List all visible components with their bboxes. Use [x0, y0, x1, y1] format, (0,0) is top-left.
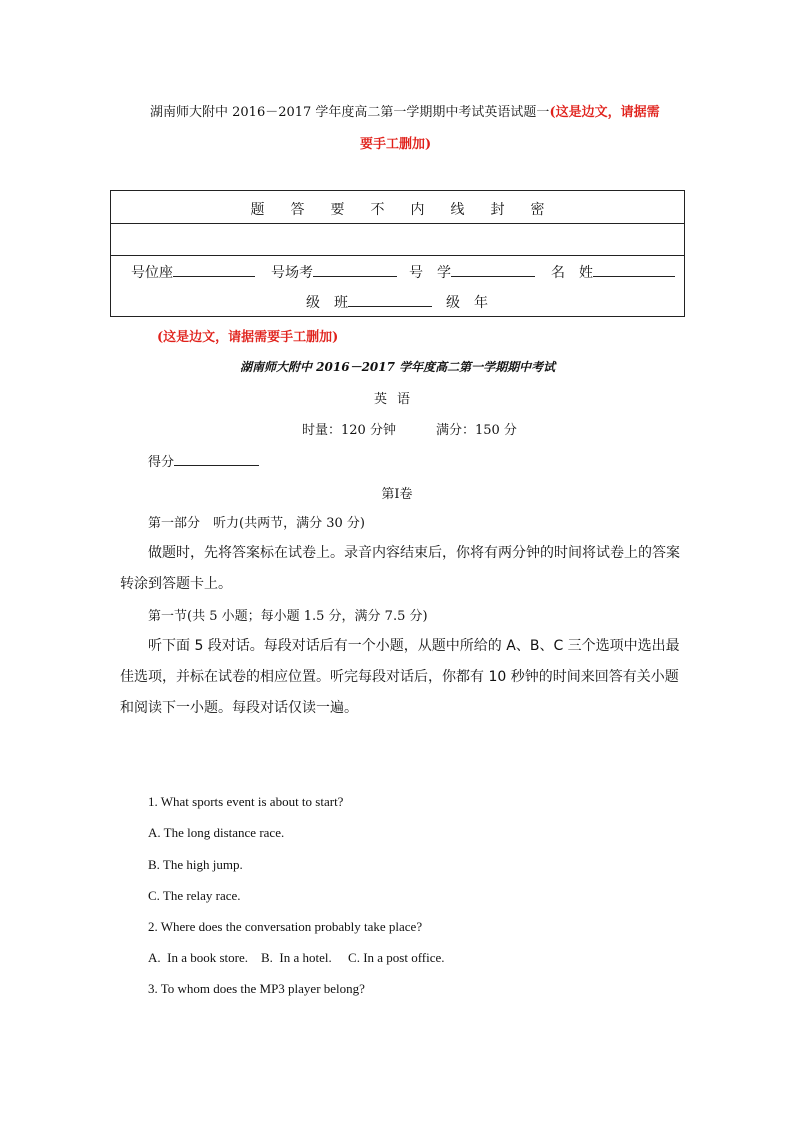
part1-heading: 第一部分 听力(共两节，满分 30 分)	[148, 516, 365, 531]
seal-char: 不	[370, 202, 385, 218]
seal-warning-row	[111, 191, 684, 224]
seal-char: 线	[450, 202, 465, 218]
name-field[interactable]: 名 姓	[551, 262, 675, 282]
volume-heading: 第Ⅰ卷	[381, 487, 413, 502]
section1-heading: 第一节(共 5 小题；每小题 1.5 分，满分 7.5 分)	[148, 609, 428, 624]
full-score-label: 满分：150 分	[435, 423, 517, 438]
time-label: 时量：120 分钟	[302, 423, 396, 438]
margin-note: (这是边文，请据需要手工删加)	[157, 330, 339, 345]
question-3: 3. To whom does the MP3 player belong?	[148, 981, 365, 996]
title-text: 湖南师大附中 2016－2017 学年度高二第一学期期中考试英语试题一	[150, 105, 550, 120]
exam-school-title: 湖南师大附中 2016－2017 学年度高二第一学期期中考试	[240, 360, 556, 374]
seal-fields-row	[111, 256, 684, 317]
question-1-option-b: B. The high jump.	[148, 857, 243, 872]
seal-char: 密	[530, 202, 545, 218]
score-field[interactable]: 得分	[148, 451, 259, 470]
grade-field: 级 年	[446, 295, 488, 311]
seal-char: 要	[330, 202, 345, 218]
seal-char: 答	[290, 202, 305, 218]
exam-subject: 英语	[373, 392, 420, 407]
seal-line-table	[110, 190, 685, 317]
seal-warning-text	[111, 199, 684, 219]
seal-char: 内	[410, 202, 425, 218]
seal-char: 题	[250, 202, 265, 218]
exam-room-field[interactable]: 号场考	[271, 262, 397, 282]
seat-number-field[interactable]: 号位座	[131, 262, 255, 282]
document-title	[150, 101, 690, 120]
title-red-note: (这是边文，请据需	[549, 105, 660, 120]
student-id-field[interactable]: 号 学	[409, 262, 535, 282]
class-field[interactable]: 级 班	[306, 292, 432, 312]
section1-instructions: 听下面 5 段对话。每段对话后有一个小题，从题中所给的 A、B、C 三个选项中选出最佳选项，并标在试卷的相应位置。听完每段对话后，你都有 10 秒钟的时间来回答有关小题和阅读下一小题。每段对话仅读一遍。	[120, 638, 680, 716]
question-2-options: A. In a book store. B. In a hotel. C. In a post office.	[148, 950, 445, 965]
question-1-option-c: C. The relay race.	[148, 888, 241, 903]
part1-instructions: 做题时，先将答案标在试卷上。录音内容结束后，你将有两分钟的时间将试卷上的答案转涂到答题卡上。	[120, 545, 680, 592]
question-1-option-a: A. The long distance race.	[148, 825, 285, 840]
seal-blank-row	[111, 224, 684, 256]
title-red-note-cont: 要手工删加)	[360, 137, 432, 152]
question-1: 1. What sports event is about to start?	[148, 794, 344, 809]
question-2: 2. Where does the conversation probably take place?	[148, 919, 423, 934]
seal-char: 封	[490, 202, 505, 218]
exam-time-info	[302, 419, 517, 438]
